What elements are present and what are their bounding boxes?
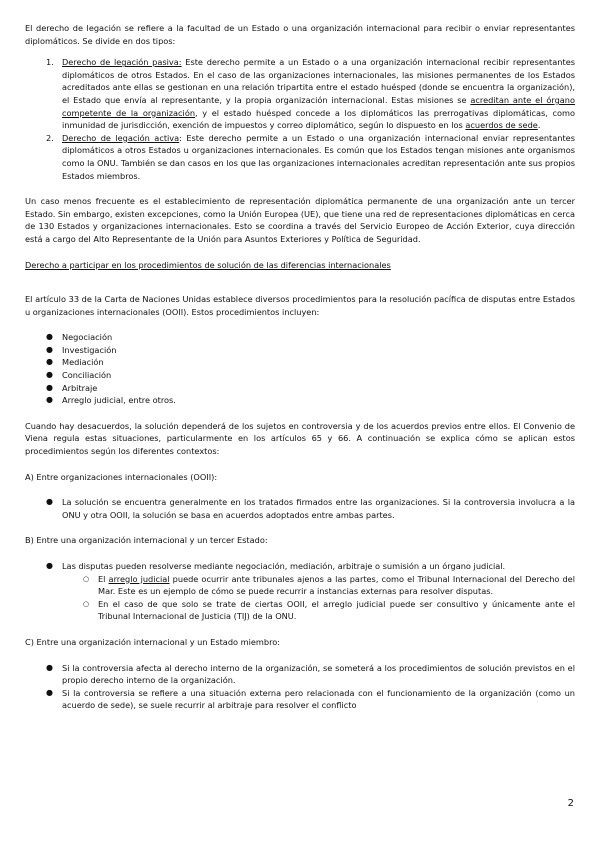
passive-text-b: , y el estado huésped concede a los diplomáticos las prerrogativas diplomáticas, como inmunidad de jurisdicción, exención de impuestos y correo diplomático, según lo dispuesto en los bbox=[62, 107, 575, 131]
list-number: 1. bbox=[46, 57, 54, 68]
list-item bbox=[25, 369, 575, 382]
sub1-pre: El bbox=[98, 573, 109, 584]
ue-paragraph: Un caso menos frecuente es el establecimiento de representación diplomática permanente de una organización ante un tercer Estado. Sin embargo, existen excepciones, como la Unión Europea (UE), que tiene una red de representaciones diplomáticas en cerca de 130 Estados y organizaciones internacionales. Esto se coordina a través del Servicio Europeo de Acción Exterior, cuya dirección está a cargo del Alto Representante de la Unión para Asuntos Exteriores y Política de Seguridad. bbox=[25, 196, 575, 244]
list-item bbox=[25, 331, 575, 344]
procedure-label: Conciliación bbox=[62, 370, 112, 381]
document-page bbox=[25, 22, 575, 712]
section-heading: Derecho a participar en los procedimientos de solución de las diferencias internacionales bbox=[25, 259, 391, 270]
bullet-icon: ● bbox=[46, 662, 53, 672]
bullet-icon: ● bbox=[46, 382, 53, 392]
passive-text-c: . bbox=[537, 120, 541, 131]
sub-list-item bbox=[25, 573, 575, 598]
context-a-text: La solución se encuentra generalmente en los tratados firmados entre las organizaciones. Si la controversia involucra a la ONU y otra OOII, la solución se basa en acuerdos adoptados entre ambas partes. bbox=[62, 497, 575, 520]
sub1-post: puede ocurrir ante tribunales ajenos a las partes, como el Tribunal Internacional del Derecho del Mar. Este es un ejemplo de cómo se puede recurrir a instancias externas para resolver disputas. bbox=[98, 573, 575, 597]
context-a-heading: A) Entre organizaciones internacionales (OOII): bbox=[25, 471, 218, 482]
legation-types-list bbox=[25, 56, 575, 182]
procedure-label: Arreglo judicial, entre otros. bbox=[62, 395, 176, 406]
bullet-icon: ● bbox=[46, 370, 53, 380]
bullet-icon: ● bbox=[46, 561, 53, 570]
disagreement-paragraph: Cuando hay desacuerdos, la solución dependerá de los sujetos en controversia y de los acuerdos previos entre ellos. El Convenio de Viena regula estas situaciones, particularmente en los artículos 65 y 66. A continuación se explica cómo se aplican estos procedimientos según los diferentes contextos: bbox=[25, 420, 575, 457]
circle-bullet-icon: ○ bbox=[83, 574, 90, 583]
list-item bbox=[25, 662, 575, 687]
bullet-icon: ● bbox=[46, 497, 53, 507]
accredit-link[interactable]: acreditan ante el órgano competente de la organización bbox=[62, 94, 575, 118]
bullet-icon: ● bbox=[46, 357, 53, 367]
list-item-passive bbox=[25, 56, 575, 132]
active-text: : Este derecho permite a un Estado o una organización internacional enviar representantes diplomáticos a otros Estados u organizaciones internacionales. Es común que los Estados tengan misiones ante organismos como la ONU. También se dan casos en los que las organizaciones internacionales acreditan representación ante sus propios Estados miembros. bbox=[62, 132, 575, 181]
bullet-icon: ● bbox=[46, 687, 53, 697]
context-b-text: Las disputas pueden resolverse mediante negociación, mediación, arbitraje o sumisión a un órgano judicial. bbox=[62, 561, 506, 571]
active-legation-title: Derecho de legación activa bbox=[62, 132, 180, 143]
page-number: 2 bbox=[567, 798, 574, 809]
circle-bullet-icon: ○ bbox=[83, 599, 90, 608]
list-item bbox=[25, 496, 575, 521]
intro-paragraph: El derecho de legación se refiere a la facultad de un Estado o una organización internacional para recibir o enviar representantes diplomáticos. Se divide en dos tipos: bbox=[25, 23, 575, 46]
list-item bbox=[25, 344, 575, 357]
context-c-text-2: Si la controversia se refiere a una situación externa pero relacionada con el funcionamiento de la organización (como un acuerdo de sede), se suele recurrir al arbitraje para resolver el conflicto bbox=[62, 687, 575, 711]
passive-text-a: Este derecho permite a un Estado o a una organización internacional recibir representantes diplomáticos de otros Estados. En el caso de las organizaciones internacionales, las misiones permanentes de los Estados acreditados ante ellas se gestionan en una relación tripartita entre el estado huésped (donde se encuentra la organización), el Estado que envía al representante, y la propia organización internacional. Estas misiones se bbox=[62, 57, 575, 105]
context-c-text-1: Si la controversia afecta al derecho interno de la organización, se someterá a los procedimientos de solución previstos en el propio derecho interno de la organización. bbox=[62, 662, 575, 686]
context-c-heading: C) Entre una organización internacional y un Estado miembro: bbox=[25, 636, 281, 647]
context-b-list bbox=[25, 560, 575, 573]
list-item bbox=[25, 382, 575, 395]
list-item bbox=[25, 356, 575, 369]
list-item bbox=[25, 687, 575, 712]
article-33-paragraph: El artículo 33 de la Carta de Naciones Unidas establece diversos procedimientos para la resolución pacífica de disputas entre Estados u organizaciones internacionales (OOII). Estos procedimientos incluyen: bbox=[25, 294, 575, 317]
procedure-label: Investigación bbox=[62, 344, 117, 355]
sub2-text: En el caso de que solo se trate de ciertas OOII, el arreglo judicial puede ser consultivo y únicamente ante el Tribunal Internacional de Justicia (TIJ) de la ONU. bbox=[98, 598, 575, 622]
procedures-list bbox=[25, 331, 575, 407]
seat-agreements-link[interactable]: acuerdos de sede bbox=[465, 120, 538, 131]
sub-list-item bbox=[25, 598, 575, 623]
list-item bbox=[25, 560, 575, 573]
bullet-icon: ● bbox=[46, 344, 53, 354]
procedure-label: Arbitraje bbox=[62, 382, 98, 393]
list-item-active bbox=[25, 132, 575, 182]
context-a-list bbox=[25, 496, 575, 521]
judicial-settlement-link[interactable]: arreglo judicial bbox=[108, 573, 170, 584]
procedure-label: Negociación bbox=[62, 332, 113, 343]
bullet-icon: ● bbox=[46, 395, 53, 405]
list-item bbox=[25, 394, 575, 407]
context-c-list bbox=[25, 662, 575, 712]
passive-legation-title: Derecho de legación pasiva: bbox=[62, 57, 182, 68]
context-b-heading: B) Entre una organización internacional y un tercer Estado: bbox=[25, 535, 268, 546]
bullet-icon: ● bbox=[46, 332, 53, 342]
list-number: 2. bbox=[46, 132, 54, 143]
procedure-label: Mediación bbox=[62, 357, 104, 368]
context-b-sublist bbox=[25, 573, 575, 623]
